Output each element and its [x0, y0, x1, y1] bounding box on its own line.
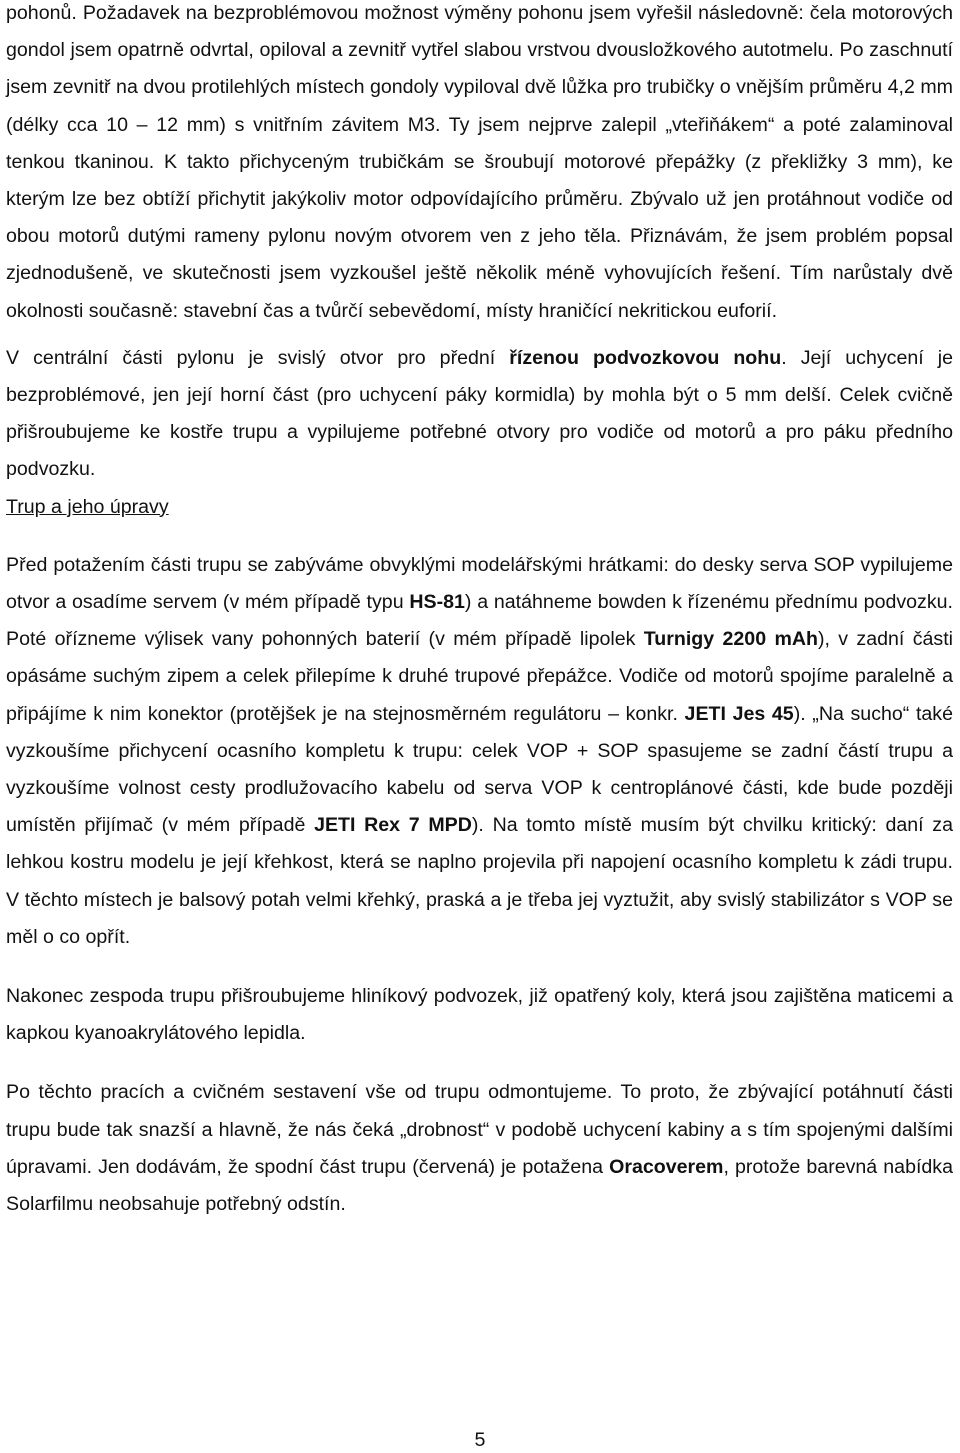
text-run: Před potažením části trupu se zabýváme obvyklými modelářskými hrátkami: do desky serva SOP vypilujeme otvor a osadíme servem (v mém případě typu	[6, 553, 953, 614]
text-run: ), v zadní části opásáme suchým zipem a celek přilepíme k druhé trupové přepážce. Vodiče od motorů spojíme paralelně a připájíme k nim konektor (protějšek je na stejnosměrném regulátoru – konkr.	[6, 628, 953, 725]
paragraph-undercarriage	[6, 978, 953, 1052]
paragraph-gondola-mounting	[6, 0, 953, 330]
text-run: ) a natáhneme bowden k řízenému přednímu podvozku. Poté ořízneme výlisek vany pohonných baterií (v mém případě lipolek	[6, 591, 953, 651]
bold-term: HS-81	[409, 591, 465, 614]
text-run: . Její uchycení je bezproblémové, jen její horní část (pro uchycení páky kormidla) by mohla být o 5 mm delší. Celek cvičně přišroubujeme ke kostře trupu a vypilujeme potřebné otvory pro vodiče od motorů a pro páku předního podvozku.	[6, 346, 953, 481]
text-run: V centrální části pylonu je svislý otvor pro přední	[6, 346, 510, 369]
text-run: Po těchto pracích a cvičném sestavení vše od trupu odmontujeme. To proto, že zbývající potáhnutí části trupu bude tak snazší a hlavně, že nás čeká „drobnost“ v podobě uchycení kabiny a s tím spojenými dalšími úpravami. Jen dodávám, že spodní část trupu (červená) je potažena	[6, 1081, 953, 1178]
paragraph-fuselage-prep	[6, 547, 953, 956]
bold-term: řízenou podvozkovou nohu	[509, 346, 782, 369]
text-run: ). Na tomto místě musím být chvilku kritický: daní za lehkou kostru modelu je její křehkost, která se naplno projevila při napojení ocasního kompletu k zádi trupu. V těchto místech je balsový potah velmi křehký, praská a je třeba jej vyztužit, aby svislý stabilizátor s VOP se měl o co opřít.	[6, 814, 953, 948]
paragraph-front-leg	[6, 340, 953, 489]
text-run: ). „Na sucho“ také vyzkoušíme přichycení ocasního kompletu k trupu: celek VOP + SOP spasujeme se zadní částí trupu a vyzkoušíme volnost cesty prodlužovacího kabelu od serva VOP k centroplánové části, kde bude později umístěn přijímač (v mém případě	[6, 702, 953, 837]
heading-text: Trup a jeho úpravy	[6, 495, 169, 518]
bold-term: JETI Jes 45	[684, 702, 794, 725]
paragraph-disassembly	[6, 1074, 953, 1223]
bold-term: Turnigy 2200 mAh	[643, 628, 818, 651]
bold-term: Oracoverem	[609, 1155, 724, 1178]
bold-term: JETI Rex 7 MPD	[314, 814, 472, 837]
section-heading	[6, 489, 953, 526]
page-number: 5	[474, 1429, 486, 1451]
text-run: Nakonec zespoda trupu přišroubujeme hliníkový podvozek, již opatřený koly, která jsou zajištěna maticemi a kapkou kyanoakrylátového lepidla.	[6, 985, 953, 1045]
text-run: , protože barevná nabídka Solarfilmu neobsahuje potřebný odstín.	[6, 1155, 953, 1216]
text-run: pohonů. Požadavek na bezproblémovou možnost výměny pohonu jsem vyřešil následovně: čela motorových gondol jsem opatrně odvrtal, opiloval a zevnitř vytřel slabou vrstvou dvousložkového autotmelu. Po zaschnutí jsem zevnitř na dvou protilehlých místech gondoly vypiloval dvě lůžka pro trubičky o vnějším průměru 4,2 mm (délky cca 10 – 12 mm) s vnitřním závitem M3. Ty jsem nejprve zalepil „vteřiňákem“ a poté zalaminoval tenkou tkaninou. K takto přichyceným trubičkám se šroubují motorové přepážky (z překližky 3 mm), ke kterým lze bez obtíží přichytit jakýkoliv motor odpovídajícího průměru. Zbývalo už jen protáhnout vodiče od obou motorů dutými rameny pylonu novým otvorem ven z jeho těla. Přiznávám, že jsem problém popsal zjednodušeně, ve skutečnosti jsem vyzkoušel ještě několik méně vyhovujících řešení. Tím narůstaly dvě okolnosti současně: stavební čas a tvůrčí sebevědomí, místy hraničící nekritickou euforií.	[6, 2, 953, 322]
